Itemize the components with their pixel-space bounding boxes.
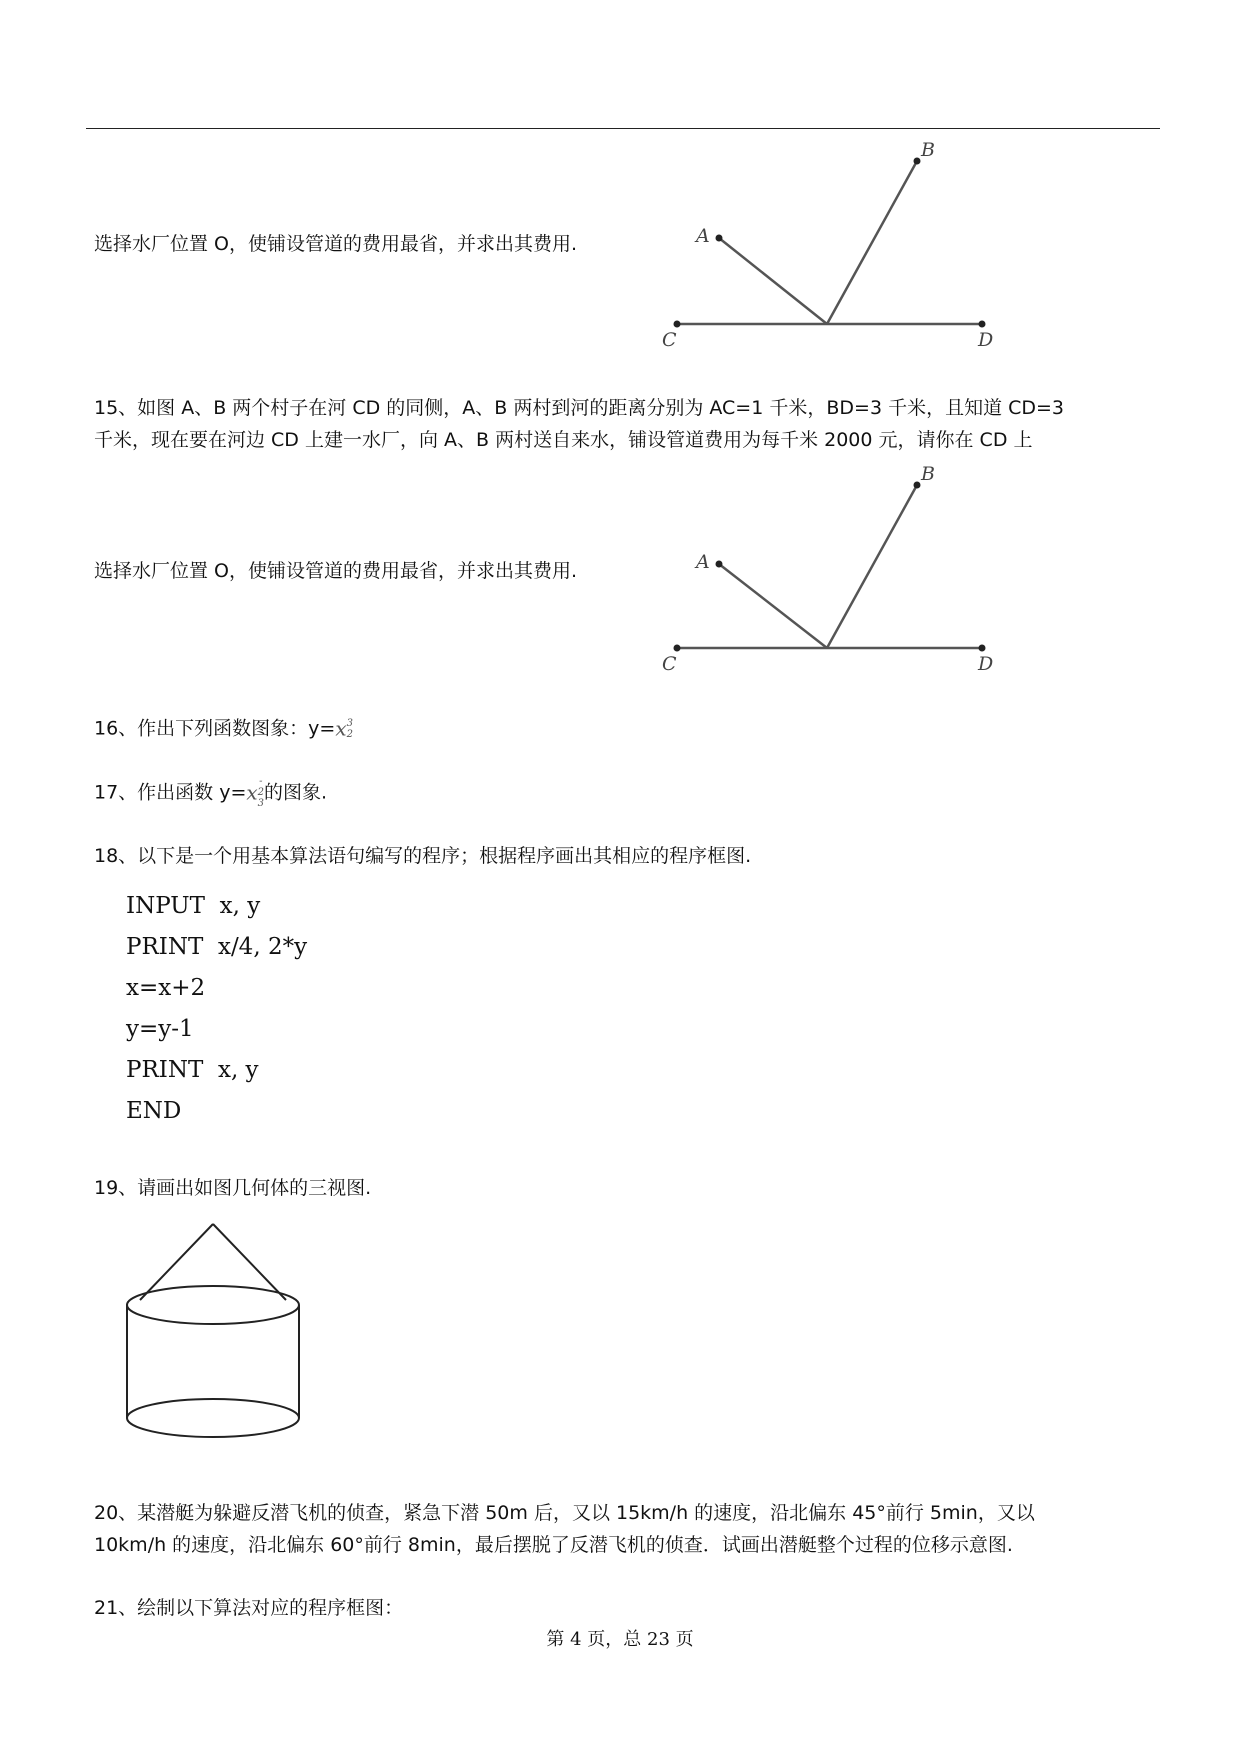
q15-line2: 千米，现在要在河边 CD 上建一水厂，向 A、B 两村送自来水，铺设管道费用为每千米 2000 元，请你在 CD 上 <box>94 429 1033 451</box>
label-a: A <box>696 551 710 573</box>
label-d: D <box>978 653 994 675</box>
q16-formula: x 3 2 <box>335 716 353 741</box>
q16-prefix: 16、作出下列函数图象：y= <box>94 717 336 740</box>
q14-tail-text: 选择水厂位置 O，使铺设管道的费用最省，并求出其费用. <box>94 233 578 255</box>
q15-line3: 选择水厂位置 O，使铺设管道的费用最省，并求出其费用. <box>94 560 578 582</box>
page-footer: 第 4 页，总 23 页 <box>546 1629 694 1650</box>
q17-suffix: 的图象. <box>264 781 328 804</box>
code-line: PRINT x, y <box>126 1057 259 1083</box>
code-line: PRINT x/4, 2*y <box>126 934 308 960</box>
q20-line2: 10km/h 的速度，沿北偏东 60°前行 8min，最后摆脱了反潜飞机的侦查．试画出潜艇整个过程的位移示意图. <box>94 1534 1013 1556</box>
q17-text <box>94 776 327 810</box>
q16-text <box>94 712 353 746</box>
q17-prefix: 17、作出函数 y= <box>94 781 247 804</box>
q15-line1: 15、如图 A、B 两个村子在河 CD 的同侧，A、B 两村到河的距离分别为 AC=1 千米，BD=3 千米，且知道 CD=3 <box>94 397 1065 419</box>
label-d: D <box>978 329 994 351</box>
figure-river-2 <box>650 462 1010 678</box>
label-b: B <box>921 463 935 485</box>
header-rule <box>86 128 1160 129</box>
q18-text: 18、以下是一个用基本算法语句编写的程序；根据程序画出其相应的程序框图. <box>94 845 752 867</box>
q21-text: 21、绘制以下算法对应的程序框图： <box>94 1597 404 1619</box>
code-line: x=x+2 <box>126 975 206 1001</box>
code-line: INPUT x, y <box>126 893 261 919</box>
q17-formula: x - 2 3 <box>246 776 265 809</box>
label-b: B <box>921 139 935 161</box>
figure-river-1 <box>650 138 1010 354</box>
label-c: C <box>662 653 677 675</box>
figure-cone-cylinder <box>118 1212 308 1442</box>
label-c: C <box>662 329 677 351</box>
q20-line1: 20、某潜艇为躲避反潜飞机的侦查，紧急下潜 50m 后，又以 15km/h 的速度，沿北偏东 45°前行 5min，又以 <box>94 1502 1035 1524</box>
code-line: END <box>126 1098 182 1124</box>
q19-text: 19、请画出如图几何体的三视图. <box>94 1177 372 1199</box>
label-a: A <box>696 225 710 247</box>
code-line: y=y-1 <box>126 1016 194 1042</box>
